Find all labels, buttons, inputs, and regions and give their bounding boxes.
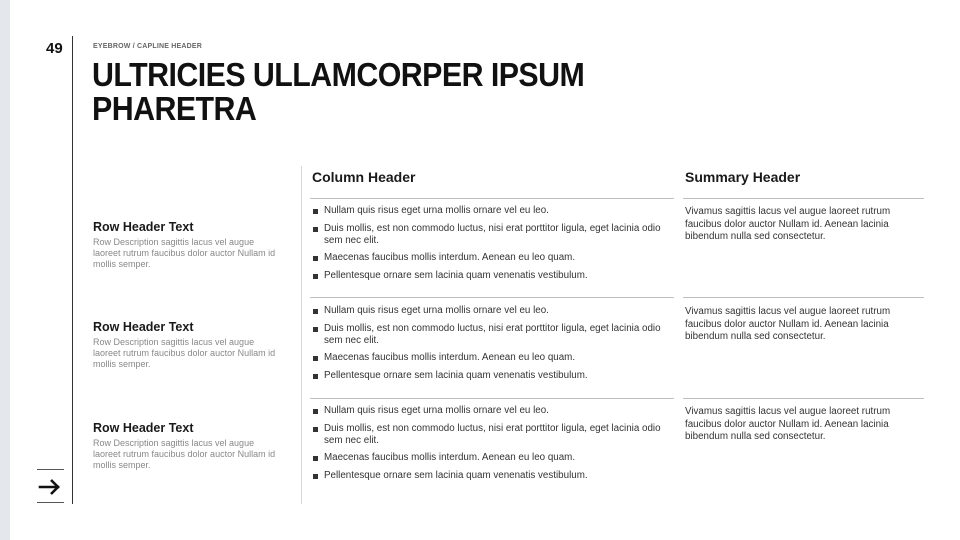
bullet-list xyxy=(312,305,668,387)
list-item: Maecenas faucibus mollis interdum. Aenean eu leo quam. xyxy=(312,352,668,364)
list-item: Pellentesque ornare sem lacinia quam venenatis vestibulum. xyxy=(312,370,668,382)
page-number: 49 xyxy=(46,40,63,57)
summary-header: Summary Header xyxy=(685,169,801,185)
summary-text: Vivamus sagittis lacus vel augue laoreet rutrum faucibus dolor auctor Nullam id. Aenean lacinia bibendum nulla sed consectetur. xyxy=(685,406,891,442)
row-header-block xyxy=(93,220,283,270)
row-header-title: Row Header Text xyxy=(93,421,194,435)
row-divider xyxy=(310,198,674,199)
slide-title: ULTRICIES ULLAMCORPER IPSUM PHARETRA xyxy=(92,56,585,127)
arrow-right-icon[interactable] xyxy=(36,474,64,500)
column-divider xyxy=(301,166,302,504)
row-header-block xyxy=(93,320,283,370)
row-divider xyxy=(310,297,674,298)
list-item: Duis mollis, est non commodo luctus, nisi erat porttitor ligula, eget lacinia odio sem nec elit. xyxy=(312,323,668,347)
list-item: Nullam quis risus eget urna mollis ornare vel eu leo. xyxy=(312,305,668,317)
list-item: Nullam quis risus eget urna mollis ornare vel eu leo. xyxy=(312,205,668,217)
row-description: Row Description sagittis lacus vel augue laoreet rutrum faucibus dolor auctor Nullam id mollis semper. xyxy=(93,237,276,269)
left-edge-strip xyxy=(0,0,10,540)
list-item: Nullam quis risus eget urna mollis ornare vel eu leo. xyxy=(312,405,668,417)
row-header-title: Row Header Text xyxy=(93,220,194,234)
nav-divider-bottom xyxy=(37,502,64,503)
row-description: Row Description sagittis lacus vel augue laoreet rutrum faucibus dolor auctor Nullam id mollis semper. xyxy=(93,337,276,369)
row-divider xyxy=(310,398,674,399)
eyebrow-header: EYEBROW / CAPLINE HEADER xyxy=(93,43,203,50)
list-item: Maecenas faucibus mollis interdum. Aenean eu leo quam. xyxy=(312,452,668,464)
list-item: Pellentesque ornare sem lacinia quam venenatis vestibulum. xyxy=(312,270,668,282)
summary-text: Vivamus sagittis lacus vel augue laoreet rutrum faucibus dolor auctor Nullam id. Aenean lacinia bibendum nulla sed consectetur. xyxy=(685,206,891,242)
row-description: Row Description sagittis lacus vel augue laoreet rutrum faucibus dolor auctor Nullam id mollis semper. xyxy=(93,438,276,470)
row-divider xyxy=(683,198,924,199)
list-item: Pellentesque ornare sem lacinia quam venenatis vestibulum. xyxy=(312,470,668,482)
list-item: Maecenas faucibus mollis interdum. Aenean eu leo quam. xyxy=(312,252,668,264)
bullet-list xyxy=(312,405,668,487)
row-header-block xyxy=(93,421,283,471)
list-item: Duis mollis, est non commodo luctus, nisi erat porttitor ligula, eget lacinia odio sem nec elit. xyxy=(312,423,668,447)
column-header: Column Header xyxy=(312,169,416,185)
row-divider xyxy=(683,398,924,399)
row-header-title: Row Header Text xyxy=(93,320,194,334)
summary-text: Vivamus sagittis lacus vel augue laoreet rutrum faucibus dolor auctor Nullam id. Aenean lacinia bibendum nulla sed consectetur. xyxy=(685,306,891,342)
list-item: Duis mollis, est non commodo luctus, nisi erat porttitor ligula, eget lacinia odio sem nec elit. xyxy=(312,223,668,247)
nav-divider-top xyxy=(37,469,64,470)
row-divider xyxy=(683,297,924,298)
bullet-list xyxy=(312,205,668,287)
vertical-rule xyxy=(72,36,73,504)
